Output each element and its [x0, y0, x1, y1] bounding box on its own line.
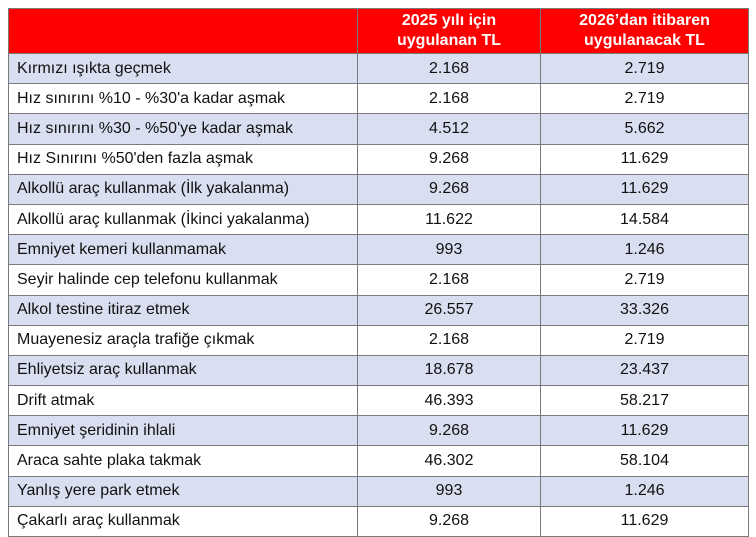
table-body: [9, 54, 749, 537]
fine-2026-cell: 2.719: [541, 265, 749, 295]
offense-cell: Alkollü araç kullanmak (İlk yakalanma): [9, 174, 358, 204]
table-row: [9, 476, 749, 506]
fine-2026-cell: 11.629: [541, 416, 749, 446]
fine-2026-cell: 1.246: [541, 235, 749, 265]
fine-2026-cell: 58.217: [541, 386, 749, 416]
fine-2026-cell: 23.437: [541, 355, 749, 385]
fine-2025-cell: 2.168: [358, 325, 541, 355]
fine-2026-cell: 1.246: [541, 476, 749, 506]
offense-cell: Emniyet şeridinin ihlali: [9, 416, 358, 446]
fine-2025-cell: 2.168: [358, 265, 541, 295]
offense-cell: Ehliyetsiz araç kullanmak: [9, 355, 358, 385]
table-row: [9, 295, 749, 325]
offense-cell: Muayenesiz araçla trafiğe çıkmak: [9, 325, 358, 355]
fine-2026-cell: 5.662: [541, 114, 749, 144]
table-header: [9, 9, 749, 54]
header-2025-line1: 2025 yılı için: [401, 12, 497, 29]
offense-cell: Kırmızı ışıkta geçmek: [9, 54, 358, 84]
fine-2025-cell: 9.268: [358, 174, 541, 204]
fine-2025-cell: 46.302: [358, 446, 541, 476]
fine-2025-cell: 4.512: [358, 114, 541, 144]
fine-2025-cell: 9.268: [358, 416, 541, 446]
fine-2025-cell: 9.268: [358, 506, 541, 536]
offense-cell: Emniyet kemeri kullanmamak: [9, 235, 358, 265]
header-2025-column: [358, 9, 541, 54]
fine-2025-cell: 2.168: [358, 54, 541, 84]
table-row: [9, 174, 749, 204]
offense-cell: Yanlış yere park etmek: [9, 476, 358, 506]
table-row: [9, 114, 749, 144]
fine-2026-cell: 14.584: [541, 204, 749, 234]
fine-2026-cell: 11.629: [541, 144, 749, 174]
offense-cell: Hız sınırını %10 - %30'a kadar aşmak: [9, 84, 358, 114]
fine-2026-cell: 2.719: [541, 84, 749, 114]
fine-2026-cell: 58.104: [541, 446, 749, 476]
fine-2025-cell: 9.268: [358, 144, 541, 174]
fine-2025-cell: 993: [358, 476, 541, 506]
traffic-fines-table: [8, 8, 749, 537]
offense-cell: Çakarlı araç kullanmak: [9, 506, 358, 536]
table-row: [9, 325, 749, 355]
table-row: [9, 144, 749, 174]
offense-cell: Drift atmak: [9, 386, 358, 416]
fine-2025-cell: 993: [358, 235, 541, 265]
table-row: [9, 506, 749, 536]
table-row: [9, 416, 749, 446]
offense-cell: Alkollü araç kullanmak (İkinci yakalanma): [9, 204, 358, 234]
header-2026-line1: 2026’dan itibaren: [579, 12, 710, 29]
fine-2026-cell: 2.719: [541, 54, 749, 84]
fine-2025-cell: 18.678: [358, 355, 541, 385]
header-2026-column: [541, 9, 749, 54]
fine-2025-cell: 46.393: [358, 386, 541, 416]
header-2026-line2: uygulanacak TL: [584, 32, 705, 49]
table-row: [9, 84, 749, 114]
fine-2026-cell: 33.326: [541, 295, 749, 325]
table-row: [9, 446, 749, 476]
fine-2025-cell: 11.622: [358, 204, 541, 234]
table-row: [9, 204, 749, 234]
header-row: [9, 9, 749, 54]
table-row: [9, 386, 749, 416]
offense-cell: Hız Sınırını %50'den fazla aşmak: [9, 144, 358, 174]
fine-2026-cell: 11.629: [541, 506, 749, 536]
fine-2025-cell: 2.168: [358, 84, 541, 114]
fine-2026-cell: 11.629: [541, 174, 749, 204]
table-row: [9, 235, 749, 265]
offense-cell: Hız sınırını %30 - %50'ye kadar aşmak: [9, 114, 358, 144]
header-2025-line2: uygulanan TL: [397, 32, 501, 49]
offense-cell: Alkol testine itiraz etmek: [9, 295, 358, 325]
header-offense-column: [9, 9, 358, 54]
offense-cell: Araca sahte plaka takmak: [9, 446, 358, 476]
offense-cell: Seyir halinde cep telefonu kullanmak: [9, 265, 358, 295]
fine-2026-cell: 2.719: [541, 325, 749, 355]
table-row: [9, 355, 749, 385]
table-row: [9, 54, 749, 84]
table-row: [9, 265, 749, 295]
fine-2025-cell: 26.557: [358, 295, 541, 325]
